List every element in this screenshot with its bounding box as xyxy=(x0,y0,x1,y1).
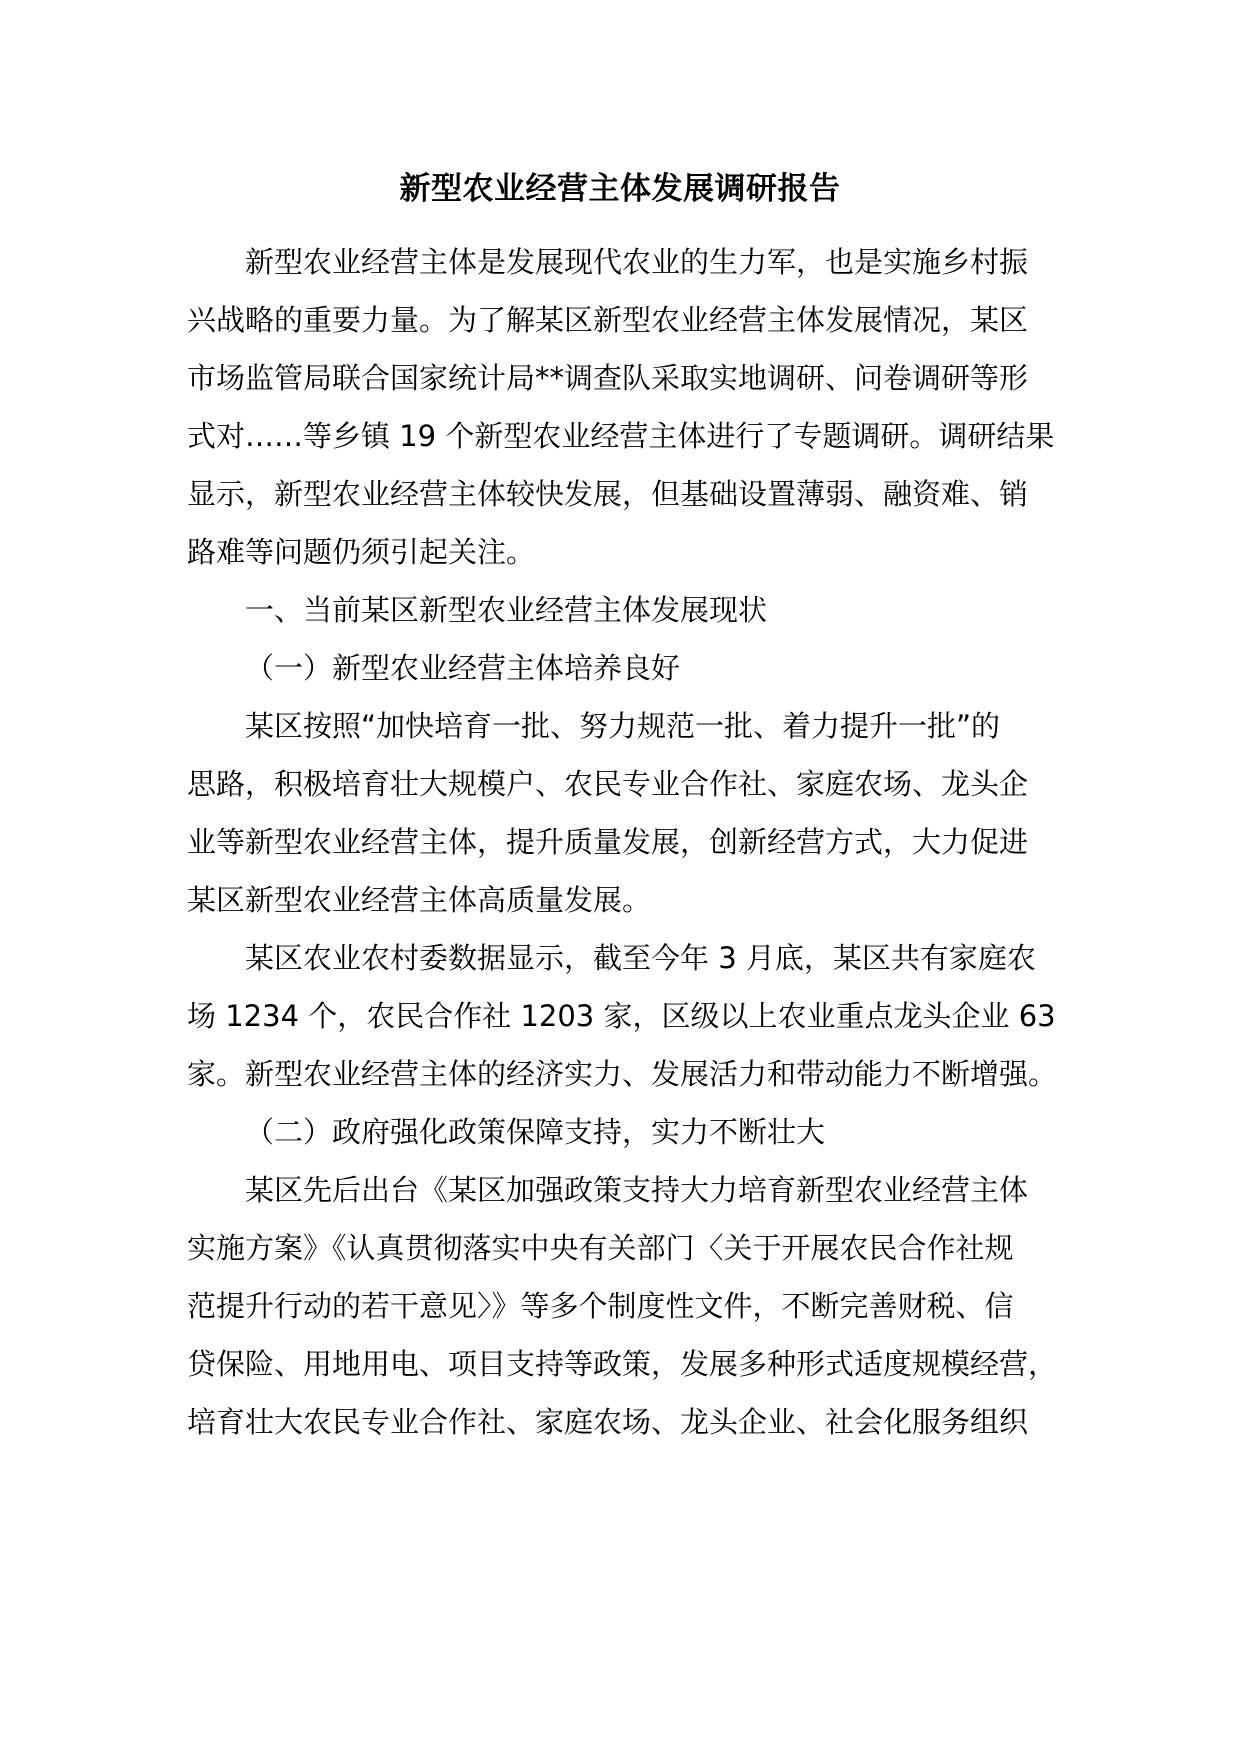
paragraph-line: 场 1234 个，农民合作社 1203 家，区级以上农业重点龙头企业 63 xyxy=(187,999,1056,1033)
paragraph-line: 某区按照“加快培育一批、努力规范一批、着力提升一批”的 xyxy=(245,709,1001,743)
paragraph-line: 范提升行动的若干意见〉》等多个制度性文件，不断完善财税、信 xyxy=(187,1289,1014,1323)
paragraph-line: 思路，积极培育壮大规模户、农民专业合作社、家庭农场、龙头企 xyxy=(187,767,1029,801)
paragraph-line: 某区新型农业经营主体高质量发展。 xyxy=(187,883,652,917)
paragraph-line: 业等新型农业经营主体，提升质量发展，创新经营方式，大力促进 xyxy=(187,825,1029,859)
subsection-heading: （一）新型农业经营主体培养良好 xyxy=(245,651,681,685)
paragraph-line: 新型农业经营主体是发展现代农业的生力军，也是实施乡村振 xyxy=(245,245,1029,279)
paragraph-line: 实施方案》《认真贯彻落实中央有关部门〈关于开展农民合作社规 xyxy=(187,1231,1014,1265)
paragraph-line: 式对……等乡镇 19 个新型农业经营主体进行了专题调研。调研结果 xyxy=(187,419,1055,453)
paragraph-line: 培育壮大农民专业合作社、家庭农场、龙头企业、社会化服务组织 xyxy=(187,1405,1029,1439)
paragraph-line: 某区先后出台《某区加强政策支持大力培育新型农业经营主体 xyxy=(245,1173,1029,1207)
paragraph-line: 显示，新型农业经营主体较快发展，但基础设置薄弱、融资难、销 xyxy=(187,477,1029,511)
paragraph-line: 兴战略的重要力量。为了解某区新型农业经营主体发展情况，某区 xyxy=(187,303,1029,337)
paragraph-line: 某区农业农村委数据显示，截至今年 3 月底，某区共有家庭农 xyxy=(245,941,1036,975)
paragraph-line: 市场监管局联合国家统计局**调查队采取实地调研、问卷调研等形 xyxy=(187,361,1029,395)
subsection-heading: （二）政府强化政策保障支持，实力不断壮大 xyxy=(245,1115,826,1149)
section-heading: 一、当前某区新型农业经营主体发展现状 xyxy=(245,593,768,627)
document-title: 新型农业经营主体发展调研报告 xyxy=(399,171,841,207)
paragraph-line: 路难等问题仍须引起关注。 xyxy=(187,535,536,569)
paragraph-line: 贷保险、用地用电、项目支持等政策，发展多种形式适度规模经营， xyxy=(187,1347,1058,1381)
paragraph-line: 家。新型农业经营主体的经济实力、发展活力和带动能力不断增强。 xyxy=(187,1057,1058,1091)
